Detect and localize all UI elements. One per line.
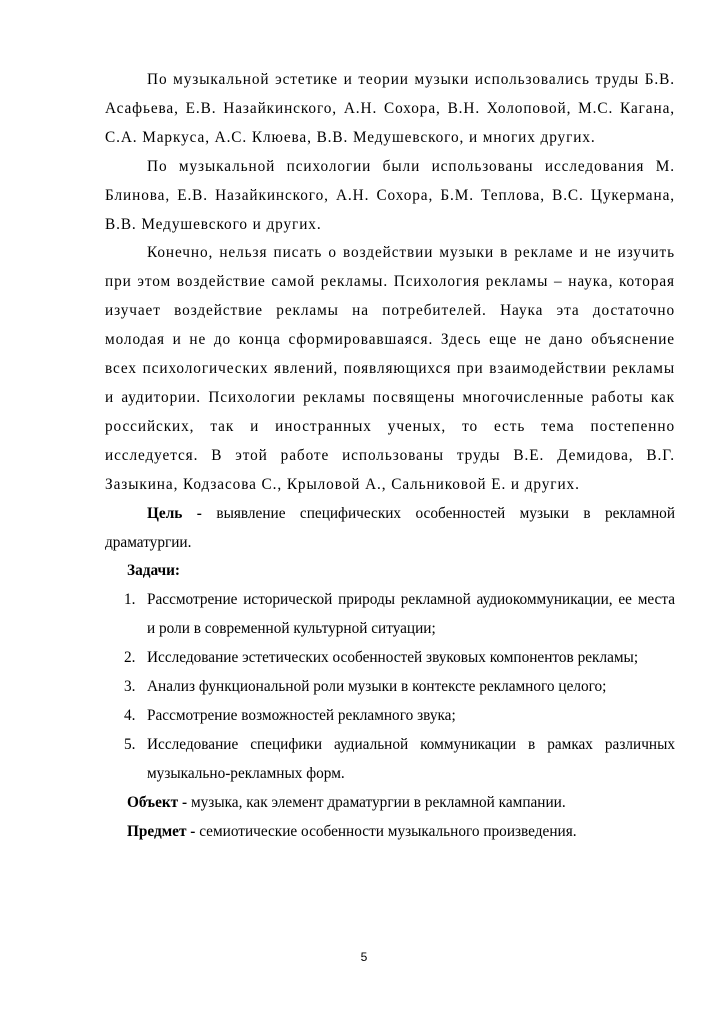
list-item-number: 2. <box>124 649 136 667</box>
list-item-number: 4. <box>124 706 136 724</box>
list-item-text: Исследование специфики аудиальной коммуникации в рамках различных музыкально-рекламных форм. <box>147 735 675 782</box>
subject-text: семиотические особенности музыкального произведения. <box>195 822 577 840</box>
text-block <box>105 66 675 846</box>
list-item <box>105 702 675 731</box>
page-number: 5 <box>360 950 368 964</box>
list-item-text: Анализ функциональной роли музыки в контексте рекламного целого; <box>147 678 607 696</box>
subject-statement <box>105 818 675 847</box>
list-item-text: Рассмотрение возможностей рекламного звука; <box>147 706 456 724</box>
list-item <box>105 586 675 644</box>
goal-label: Цель - <box>147 504 202 522</box>
list-item-number: 5. <box>124 735 136 753</box>
goal-text: выявление специфических особенностей музыки в рекламной драматургии. <box>105 504 676 551</box>
list-item-text: Рассмотрение исторической природы рекламной аудиокоммуникации, ее места и роли в современной культурной ситуации; <box>147 591 675 638</box>
object-statement <box>105 789 675 818</box>
tasks-list <box>105 586 675 788</box>
paragraph-aesthetics-sources: По музыкальной эстетике и теории музыки использовались труды Б.В. Асафьева, Е.В. Назайкинского, А.Н. Сохора, В.Н. Холоповой, М.С. Кагана, С.А. Маркуса, А.С. Клюева, В.В. Медушевского, и многих других. <box>105 71 675 146</box>
list-item-number: 3. <box>124 678 136 696</box>
list-item <box>105 731 675 789</box>
paragraph-psychology-sources: По музыкальной психологии были использованы исследования М. Блинова, Е.В. Назайкинского, А.Н. Сохора, Б.М. Теплова, В.С. Цукермана, В.В. Медушевского и других. <box>105 157 675 233</box>
object-text: музыка, как элемент драматургии в рекламной кампании. <box>187 793 566 811</box>
list-item <box>105 644 675 673</box>
goal-statement <box>105 500 675 558</box>
subject-label: Предмет - <box>127 822 196 840</box>
object-label: Объект - <box>127 793 188 811</box>
paragraph-advertising-psychology: Конечно, нельзя писать о воздействии музыки в рекламе и не изучить при этом воздействие самой рекламы. Психология рекламы – наука, которая изучает воздействие рекламы на потребителей. Наука эта достаточно молодая и не до конца сформировавшаяся. Здесь еще не дано объяснение всех психологических явлений, появляющихся при взаимодействии рекламы и аудитории. Психологии рекламы посвящены многочисленные работы как российских, так и иностранных ученых, то есть тема постепенно исследуется. В этой работе использованы труды В.Е. Демидова, В.Г. Зазыкина, Кодзасова С., Крыловой А., Сальниковой Е. и других. <box>105 244 675 493</box>
list-item-text: Исследование эстетических особенностей звуковых компонентов рекламы; <box>147 649 639 667</box>
list-item-number: 1. <box>124 591 136 609</box>
list-item <box>105 673 675 702</box>
tasks-heading: Задачи: <box>127 562 181 580</box>
